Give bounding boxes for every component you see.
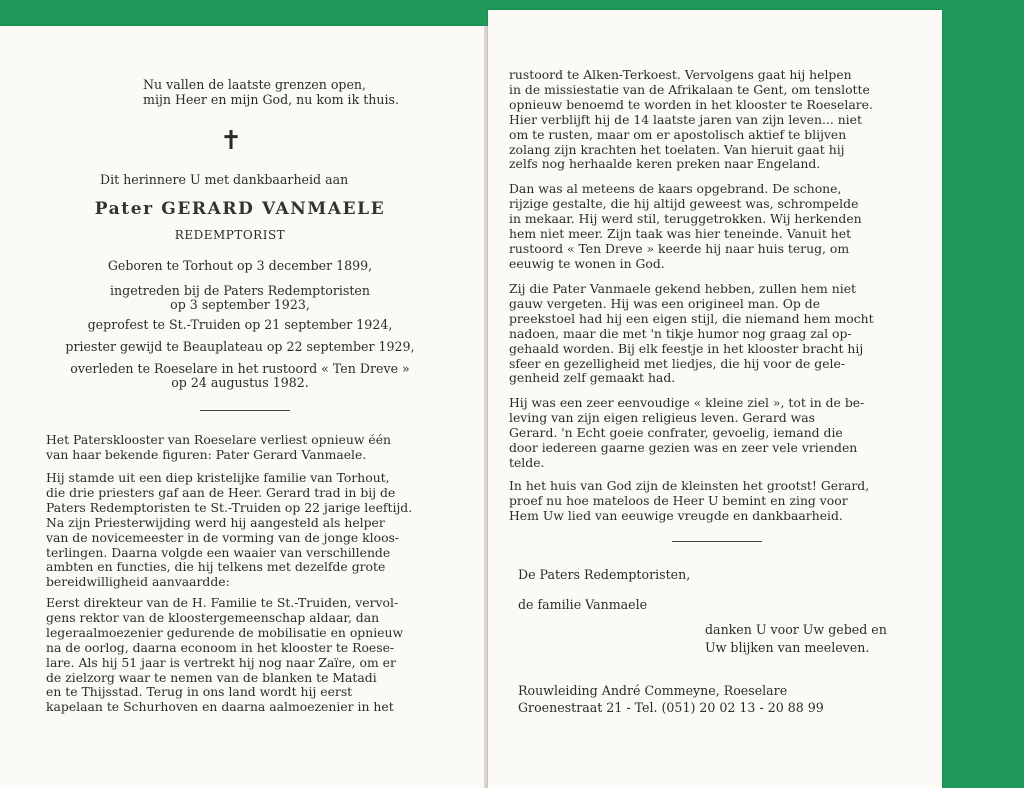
poem-line-2: mijn Heer en mijn God, nu kom ik thuis. <box>143 92 399 107</box>
bio-profession: geprofest te St.-Truiden op 21 september 1924, <box>87 317 393 332</box>
bio-entry: ingetreden bij de Paters Redemptoristen <box>110 283 370 298</box>
right-page <box>488 10 942 788</box>
bio-death: overleden te Roeselare in het rustoord « Ten Dreve » <box>70 361 410 376</box>
divider <box>200 410 290 411</box>
deceased-name: Pater GERARD VANMAELE <box>94 199 386 219</box>
right-paragraph-2: Dan was al meteens de kaars opgebrand. De schone, rijzige gestalte, die hij altijd geweest was, schrompelde in mekaar. Hij werd stil, teruggetrokken. Wij herkenden hem niet meer. Zijn taak was hier teneinde. Vanuit het rustoord « Ten Dreve » keerde hij naar huis terug, om eeuwig te wonen in God. <box>509 181 862 271</box>
signoff-paters: De Paters Redemptoristen, <box>518 567 691 582</box>
right-paragraph-4: Hij was een zeer eenvoudige « kleine ziel », tot in de be- leving van zijn eigen religieus leven. Gerard was Gerard. 'n Echt goeie confrater, gevoelig, iemand die door iedereen gaarne gezien was en zeer vele vrienden telde. <box>509 395 865 470</box>
right-paragraph-5: In het huis van God zijn de kleinsten het grootst! Gerard, proef nu hoe mateloos de Heer U bemint en zing voor Hem Uw lied van eeuwige vreugde en dankbaarheid. <box>509 478 870 523</box>
bio-birth: Geboren te Torhout op 3 december 1899, <box>107 258 373 273</box>
right-paragraph-1: rustoord te Alken-Terkoest. Vervolgens gaat hij helpen in de missiestatie van de Afrikalaan te Gent, om tenslotte opnieuw benoemd te worden in het klooster te Roeselare. Hier verblijft hij de 14 laatste jaren van zijn leven... niet om te rusten, maar om er apostolisch aktief te blijven zolang zijn krachten het toelaten. Van hieruit gaat hij zelfs nog herhaalde keren preken naar Engeland. <box>509 67 873 172</box>
left-page <box>0 26 484 788</box>
bio-death-date: op 24 augustus 1982. <box>171 375 309 390</box>
poem-line-1: Nu vallen de laatste grenzen open, <box>143 77 367 92</box>
divider <box>672 541 762 542</box>
funeral-director: Rouwleiding André Commeyne, Roeselare <box>518 683 788 698</box>
thanks-line-1: danken U voor Uw gebed en <box>705 622 887 637</box>
left-paragraph-1: Het Patersklooster van Roeselare verliest opnieuw één van haar bekende figuren: Pater Gerard Vanmaele. <box>46 432 392 462</box>
funeral-address: Groenestraat 21 - Tel. (051) 20 02 13 - 20 88 99 <box>518 700 824 715</box>
left-paragraph-3: Eerst direkteur van de H. Familie te St.-Truiden, vervol- gens rektor van de kloostergemeenschap aldaar, dan legeraalmoezenier gedurende de mobilisatie en opnieuw na de oorlog, daarna econoom in het klooster te Roese- lare. Als hij 51 jaar is vertrekt hij nog naar Zaïre, om er de zielzorg waar te nemen van de blanken te Matadi en te Thijsstad. Terug in ons land wordt hij eerst kapelaan te Schurhoven en daarna aalmoezenier in het <box>46 595 404 715</box>
order-label: REDEMPTORIST <box>174 228 286 242</box>
left-paragraph-2: Hij stamde uit een diep kristelijke familie van Torhout, die drie priesters gaf aan de Heer. Gerard trad in bij de Paters Redemptoristen te St.-Truiden op 22 jarige leeftijd. Na zijn Priesterwijding werd hij aangesteld als helper van de novicemeester in de vorming van de jonge kloos- terlingen. Daarna volgde een waaier van verschillende ambten en functies, die hij telkens met dezelfde grote bereidwilligheid aanvaardde: <box>46 470 413 590</box>
signoff-family: de familie Vanmaele <box>518 597 648 612</box>
bio-entry-date: op 3 september 1923, <box>170 297 310 312</box>
cross-icon: ✝ <box>220 126 242 156</box>
intro-line: Dit herinnere U met dankbaarheid aan <box>100 172 349 187</box>
bio-ordination: priester gewijd te Beauplateau op 22 september 1929, <box>65 339 415 354</box>
thanks-line-2: Uw blijken van meeleven. <box>705 640 870 655</box>
right-paragraph-3: Zij die Pater Vanmaele gekend hebben, zullen hem niet gauw vergeten. Hij was een origineel man. Op de preekstoel had hij een eigen stijl, die niemand hem mocht nadoen, maar die met 'n tikje humor nog graag zal op- gehaald worden. Bij elk feestje in het klooster bracht hij sfeer en gezelligheid met liedjes, die hij voor de gele- genheid zelf gemaakt had. <box>509 281 874 386</box>
